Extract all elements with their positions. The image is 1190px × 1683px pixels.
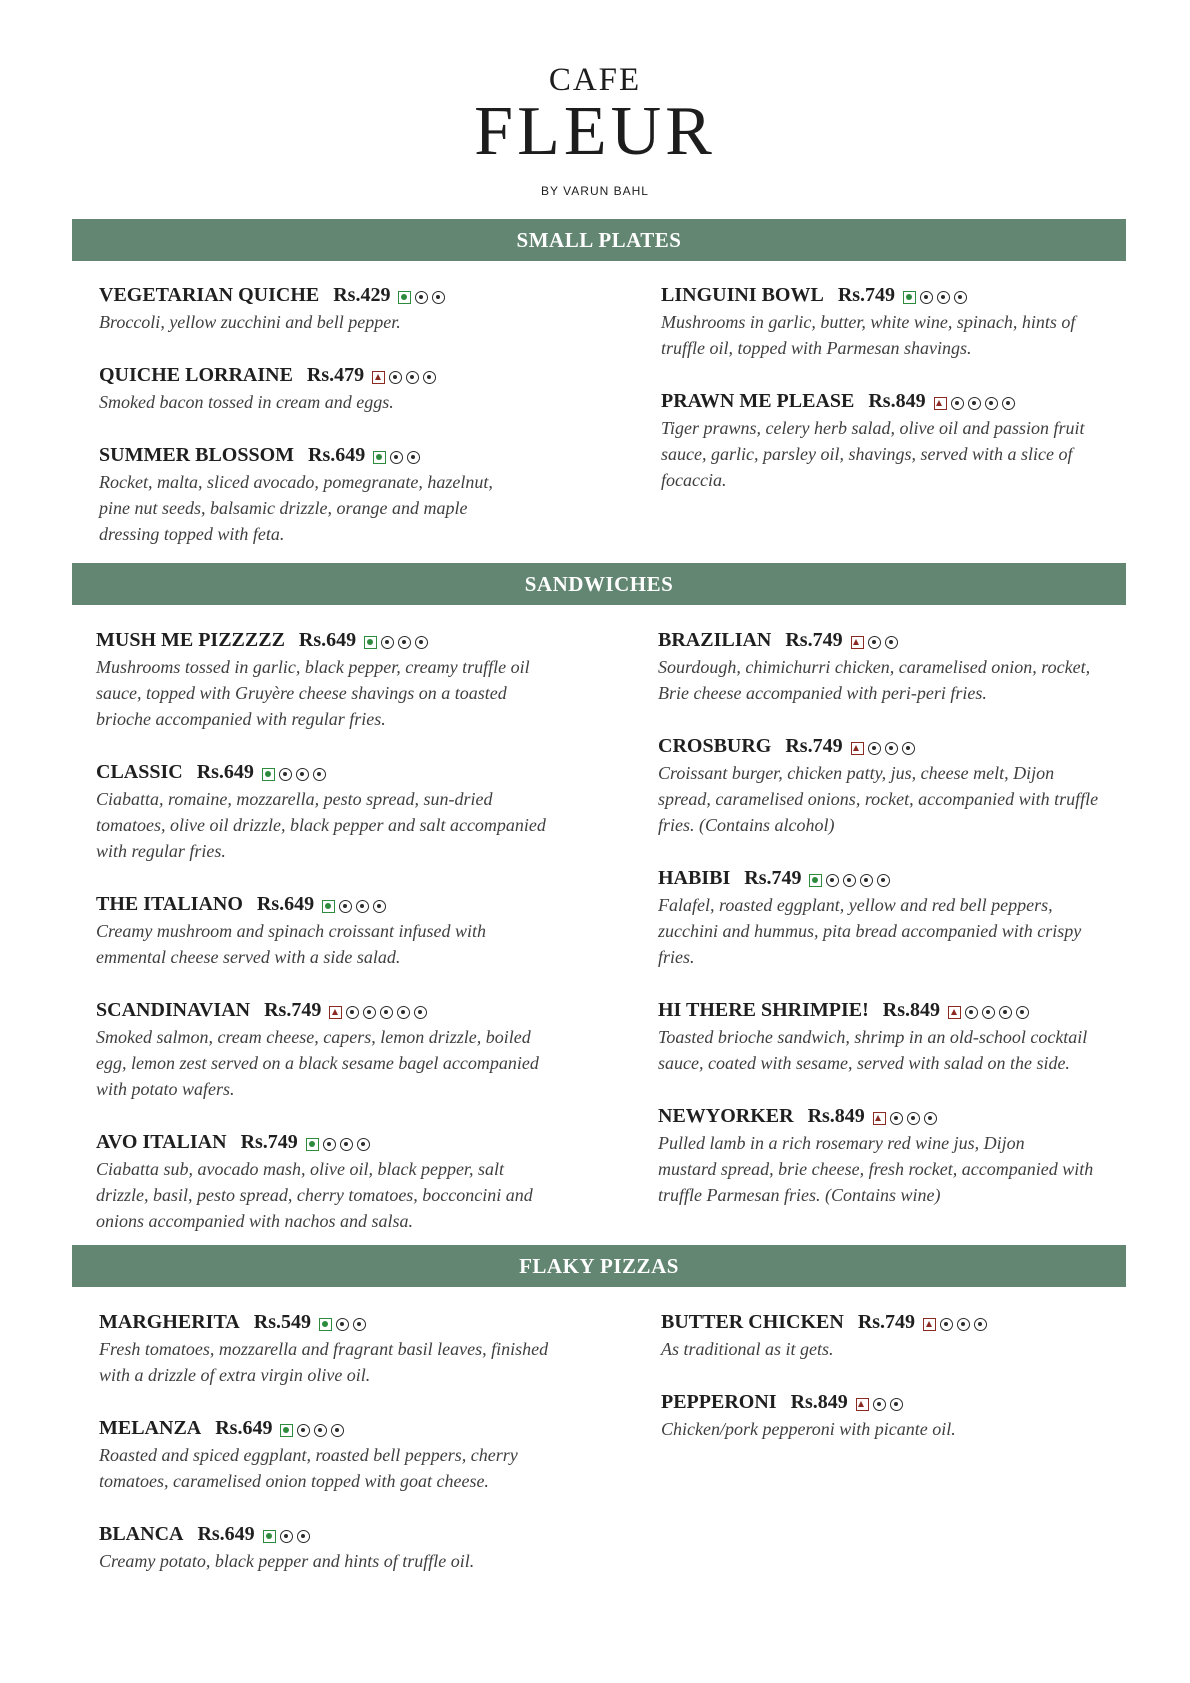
allergen-icon (415, 291, 428, 304)
allergen-icon (381, 636, 394, 649)
allergen-icon (280, 1530, 293, 1543)
non-veg-mark-icon (856, 1398, 869, 1411)
allergen-icon (951, 397, 964, 410)
description-line: Tiger prawns, celery herb salad, olive oil and passion fruit (661, 418, 1085, 438)
dietary-icons (373, 443, 420, 469)
description-line: onions accompanied with nachos and salsa. (96, 1211, 413, 1231)
dish-price: Rs.749 (837, 284, 896, 306)
veg-mark-icon (398, 291, 411, 304)
veg-mark-icon (262, 768, 275, 781)
menu-item (96, 1129, 566, 1234)
menu-item (96, 997, 566, 1102)
allergen-icon (415, 636, 428, 649)
dish-description (658, 892, 1128, 970)
flaky-pizzas-left-column (99, 1309, 569, 1601)
non-veg-mark-icon (372, 371, 385, 384)
allergen-icon (920, 291, 933, 304)
dietary-icons (873, 1104, 937, 1130)
description-line: Fresh tomatoes, mozzarella and fragrant basil leaves, finished (99, 1339, 549, 1359)
description-line: sauce, garlic, parsley oil, shavings, served with a slice of (661, 444, 1073, 464)
dietary-icons (903, 283, 967, 309)
menu-item-heading (99, 362, 569, 389)
allergen-icon (902, 742, 915, 755)
veg-mark-icon (373, 451, 386, 464)
section-band-flaky-pizzas: FLAKY PIZZAS (72, 1245, 1126, 1287)
menu-item (658, 733, 1128, 838)
veg-mark-icon (322, 900, 335, 913)
menu-item-heading (658, 1103, 1128, 1130)
allergen-icon (336, 1318, 349, 1331)
menu-item (658, 627, 1128, 706)
dietary-icons (319, 1310, 366, 1336)
dish-description (99, 469, 569, 547)
dietary-icons (398, 283, 445, 309)
description-line: pine nut seeds, balsamic drizzle, orange and maple (99, 498, 468, 518)
allergen-icon (982, 1006, 995, 1019)
dietary-icons (306, 1130, 370, 1156)
allergen-icon (965, 1006, 978, 1019)
allergen-icon (356, 900, 369, 913)
menu-item-heading (99, 1309, 569, 1336)
menu-item (661, 1309, 1131, 1362)
description-line: Rocket, malta, sliced avocado, pomegranate, hazelnut, (99, 472, 493, 492)
non-veg-mark-icon (934, 397, 947, 410)
dish-description (96, 1024, 566, 1102)
dish-name: MUSH ME PIZZZZZ (96, 629, 285, 651)
allergen-icon (1016, 1006, 1029, 1019)
allergen-icon (398, 636, 411, 649)
logo-byline: BY VARUN BAHL (541, 184, 649, 198)
allergen-icon (924, 1112, 937, 1125)
description-line: with potato wafers. (96, 1079, 235, 1099)
menu-item (99, 1521, 569, 1574)
allergen-icon (323, 1138, 336, 1151)
small-plates-left-column (99, 282, 569, 574)
section-band-small-plates: SMALL PLATES (72, 219, 1126, 261)
veg-mark-icon (319, 1318, 332, 1331)
dish-name: BLANCA (99, 1523, 184, 1545)
non-veg-mark-icon (948, 1006, 961, 1019)
logo-cafe-text: CAFE (548, 62, 642, 98)
dish-price: Rs.429 (333, 284, 391, 306)
menu-item-heading (661, 388, 1131, 415)
allergen-icon (890, 1398, 903, 1411)
description-line: zucchini and hummus, pita bread accompanied with crispy (658, 921, 1082, 941)
menu-item-heading (99, 282, 569, 309)
allergen-icon (373, 900, 386, 913)
menu-item (661, 388, 1131, 493)
description-line: egg, lemon zest served on a black sesame bagel accompanied (96, 1053, 539, 1073)
menu-item (661, 282, 1131, 361)
allergen-icon (331, 1424, 344, 1437)
description-line: drizzle, basil, pesto spread, cherry tomatoes, bocconcini and (96, 1185, 533, 1205)
allergen-icon (296, 768, 309, 781)
description-line: dressing topped with feta. (99, 524, 285, 544)
dish-price: Rs.849 (868, 390, 926, 412)
dish-description (99, 1548, 569, 1574)
menu-item (99, 442, 569, 547)
allergen-icon (826, 874, 839, 887)
menu-item (658, 997, 1128, 1076)
dish-description (96, 918, 566, 970)
dietary-icons (329, 998, 427, 1024)
allergen-icon (363, 1006, 376, 1019)
dish-price: Rs.849 (790, 1391, 848, 1413)
menu-item-heading (96, 1129, 566, 1156)
veg-mark-icon (809, 874, 822, 887)
description-line: spread, caramelised onions, rocket, accompanied with truffle (658, 789, 1099, 809)
dietary-icons (263, 1522, 310, 1548)
allergen-icon (890, 1112, 903, 1125)
dietary-icons (809, 866, 890, 892)
description-line: sauce, coated with sesame, served with salad on the side. (658, 1053, 1070, 1073)
non-veg-mark-icon (851, 636, 864, 649)
dish-price: Rs.649 (256, 893, 315, 915)
allergen-icon (390, 451, 403, 464)
allergen-icon (885, 742, 898, 755)
allergen-icon (868, 742, 881, 755)
allergen-icon (954, 291, 967, 304)
dish-price: Rs.649 (298, 629, 357, 651)
menu-item-heading (96, 997, 566, 1024)
description-line: focaccia. (661, 470, 727, 490)
allergen-icon (406, 371, 419, 384)
dish-price: Rs.849 (882, 999, 941, 1021)
dish-description (661, 1416, 1131, 1442)
dish-description (96, 1156, 566, 1234)
dish-price: Rs.849 (807, 1105, 865, 1127)
dietary-icons (364, 628, 428, 654)
dish-description (99, 1336, 569, 1388)
dish-name: MARGHERITA (99, 1311, 240, 1333)
allergen-icon (357, 1138, 370, 1151)
description-line: Chicken/pork pepperoni with picante oil. (661, 1419, 956, 1439)
logo-fleur-text: FLEUR (474, 93, 716, 170)
dish-price: Rs.549 (253, 1311, 311, 1333)
non-veg-mark-icon (851, 742, 864, 755)
menu-item-heading (661, 1309, 1131, 1336)
dish-price: Rs.649 (308, 444, 366, 466)
description-line: mustard spread, brie cheese, fresh rocket, accompanied with (658, 1159, 1094, 1179)
menu-item (99, 362, 569, 415)
small-plates-right-column (661, 282, 1131, 520)
allergen-icon (885, 636, 898, 649)
dietary-icons (948, 998, 1029, 1024)
allergen-icon (907, 1112, 920, 1125)
menu-item-heading (661, 1389, 1131, 1416)
allergen-icon (873, 1398, 886, 1411)
dietary-icons (934, 389, 1015, 415)
cafe-fleur-logo (0, 62, 1190, 198)
dish-price: Rs.749 (785, 629, 843, 651)
menu-item (99, 282, 569, 335)
dish-description (99, 389, 569, 415)
allergen-icon (414, 1006, 427, 1019)
menu-item (96, 627, 566, 732)
dish-description (661, 309, 1131, 361)
description-line: Roasted and spiced eggplant, roasted bell peppers, cherry (99, 1445, 518, 1465)
non-veg-mark-icon (329, 1006, 342, 1019)
allergen-icon (313, 768, 326, 781)
dish-price: Rs.749 (785, 735, 843, 757)
description-line: Smoked bacon tossed in cream and eggs. (99, 392, 394, 412)
description-line: Broccoli, yellow zucchini and bell pepper. (99, 312, 401, 332)
menu-item (99, 1415, 569, 1494)
dietary-icons (851, 628, 898, 654)
description-line: Mushrooms tossed in garlic, black pepper, creamy truffle oil (96, 657, 530, 677)
description-line: Mushrooms in garlic, butter, white wine, spinach, hints of (661, 312, 1076, 332)
menu-item-heading (658, 733, 1128, 760)
menu-item-heading (99, 442, 569, 469)
allergen-icon (974, 1318, 987, 1331)
allergen-icon (297, 1424, 310, 1437)
allergen-icon (297, 1530, 310, 1543)
description-line: with regular fries. (96, 841, 226, 861)
dish-name: LINGUINI BOWL (661, 284, 824, 306)
dietary-icons (923, 1310, 987, 1336)
allergen-icon (985, 397, 998, 410)
dish-name: BUTTER CHICKEN (661, 1311, 844, 1333)
allergen-icon (940, 1318, 953, 1331)
description-line: truffle oil, topped with Parmesan shavings. (661, 338, 972, 358)
dish-description (99, 309, 569, 335)
dish-name: PRAWN ME PLEASE (661, 390, 855, 412)
menu-item-heading (99, 1521, 569, 1548)
description-line: with a drizzle of extra virgin olive oil. (99, 1365, 371, 1385)
menu-item-heading (99, 1415, 569, 1442)
description-line: Brie cheese accompanied with peri-peri fries. (658, 683, 987, 703)
dish-price: Rs.749 (264, 999, 322, 1021)
allergen-icon (380, 1006, 393, 1019)
allergen-icon (937, 291, 950, 304)
dish-name: CROSBURG (658, 735, 772, 757)
section-band-sandwiches: SANDWICHES (72, 563, 1126, 605)
dish-description (96, 654, 566, 732)
allergen-icon (999, 1006, 1012, 1019)
description-line: tomatoes, caramelised onion topped with goat cheese. (99, 1471, 489, 1491)
allergen-icon (868, 636, 881, 649)
allergen-icon (432, 291, 445, 304)
veg-mark-icon (364, 636, 377, 649)
description-line: Sourdough, chimichurri chicken, caramelised onion, rocket, (658, 657, 1091, 677)
dish-price: Rs.749 (744, 867, 802, 889)
dish-name: MELANZA (99, 1417, 202, 1439)
description-line: emmental cheese served with a side salad. (96, 947, 401, 967)
dish-price: Rs.649 (196, 761, 254, 783)
dish-description (658, 760, 1128, 838)
allergen-icon (877, 874, 890, 887)
allergen-icon (1002, 397, 1015, 410)
menu-item-heading (658, 627, 1128, 654)
allergen-icon (339, 900, 352, 913)
dish-name: HI THERE SHRIMPIE! (658, 999, 869, 1021)
menu-item (96, 759, 566, 864)
dish-name: PEPPERONI (661, 1391, 777, 1413)
description-line: tomatoes, olive oil drizzle, black pepper and salt accompanied (96, 815, 546, 835)
dietary-icons (856, 1390, 903, 1416)
description-line: Ciabatta sub, avocado mash, olive oil, black pepper, salt (96, 1159, 504, 1179)
non-veg-mark-icon (873, 1112, 886, 1125)
dietary-icons (851, 734, 915, 760)
dietary-icons (262, 760, 326, 786)
dish-price: Rs.649 (197, 1523, 255, 1545)
menu-item-heading (658, 865, 1128, 892)
dish-price: Rs.479 (306, 364, 365, 386)
dish-description (658, 654, 1128, 706)
description-line: truffle Parmesan fries. (Contains wine) (658, 1185, 941, 1205)
menu-item (96, 891, 566, 970)
allergen-icon (957, 1318, 970, 1331)
sandwiches-left-column (96, 627, 566, 1261)
flaky-pizzas-right-column (661, 1309, 1131, 1469)
description-line: Ciabatta, romaine, mozzarella, pesto spread, sun-dried (96, 789, 493, 809)
dish-name: AVO ITALIAN (96, 1131, 227, 1153)
dish-name: VEGETARIAN QUICHE (99, 284, 320, 306)
dish-description (658, 1024, 1128, 1076)
description-line: Toasted brioche sandwich, shrimp in an old-school cocktail (658, 1027, 1088, 1047)
allergen-icon (314, 1424, 327, 1437)
description-line: fries. (658, 947, 695, 967)
allergen-icon (968, 397, 981, 410)
allergen-icon (860, 874, 873, 887)
dish-price: Rs.749 (857, 1311, 916, 1333)
veg-mark-icon (306, 1138, 319, 1151)
veg-mark-icon (280, 1424, 293, 1437)
description-line: Falafel, roasted eggplant, yellow and red bell peppers, (658, 895, 1053, 915)
dish-description (661, 1336, 1131, 1362)
description-line: Creamy mushroom and spinach croissant infused with (96, 921, 486, 941)
dish-price: Rs.749 (240, 1131, 298, 1153)
menu-item-heading (96, 891, 566, 918)
dish-name: QUICHE LORRAINE (99, 364, 293, 386)
description-line: As traditional as it gets. (661, 1339, 834, 1359)
allergen-icon (346, 1006, 359, 1019)
allergen-icon (843, 874, 856, 887)
menu-item (658, 1103, 1128, 1208)
dish-price: Rs.649 (215, 1417, 273, 1439)
dietary-icons (280, 1416, 344, 1442)
menu-item-heading (96, 759, 566, 786)
description-line: sauce, topped with Gruyère cheese shavings on a toasted (96, 683, 507, 703)
description-line: fries. (Contains alcohol) (658, 815, 835, 835)
dietary-icons (322, 892, 386, 918)
non-veg-mark-icon (923, 1318, 936, 1331)
dish-name: SUMMER BLOSSOM (99, 444, 295, 466)
allergen-icon (423, 371, 436, 384)
description-line: Croissant burger, chicken patty, jus, cheese melt, Dijon (658, 763, 1055, 783)
description-line: brioche accompanied with regular fries. (96, 709, 386, 729)
allergen-icon (407, 451, 420, 464)
menu-item-heading (661, 282, 1131, 309)
dish-description (658, 1130, 1128, 1208)
description-line: Smoked salmon, cream cheese, capers, lemon drizzle, boiled (96, 1027, 531, 1047)
dish-description (96, 786, 566, 864)
dish-description (661, 415, 1131, 493)
menu-item (658, 865, 1128, 970)
allergen-icon (353, 1318, 366, 1331)
allergen-icon (389, 371, 402, 384)
menu-item-heading (96, 627, 566, 654)
allergen-icon (279, 768, 292, 781)
allergen-icon (397, 1006, 410, 1019)
dish-name: HABIBI (658, 867, 731, 889)
dish-name: BRAZILIAN (658, 629, 772, 651)
sandwiches-right-column (658, 627, 1128, 1235)
dish-description (99, 1442, 569, 1494)
menu-item (661, 1389, 1131, 1442)
dish-name: NEWYORKER (658, 1105, 794, 1127)
menu-item-heading (658, 997, 1128, 1024)
veg-mark-icon (903, 291, 916, 304)
dish-name: THE ITALIANO (96, 893, 243, 915)
dish-name: SCANDINAVIAN (96, 999, 251, 1021)
description-line: Creamy potato, black pepper and hints of truffle oil. (99, 1551, 475, 1571)
dietary-icons (372, 363, 436, 389)
menu-item (99, 1309, 569, 1388)
dish-name: CLASSIC (96, 761, 183, 783)
description-line: Pulled lamb in a rich rosemary red wine jus, Dijon (658, 1133, 1025, 1153)
allergen-icon (340, 1138, 353, 1151)
veg-mark-icon (263, 1530, 276, 1543)
